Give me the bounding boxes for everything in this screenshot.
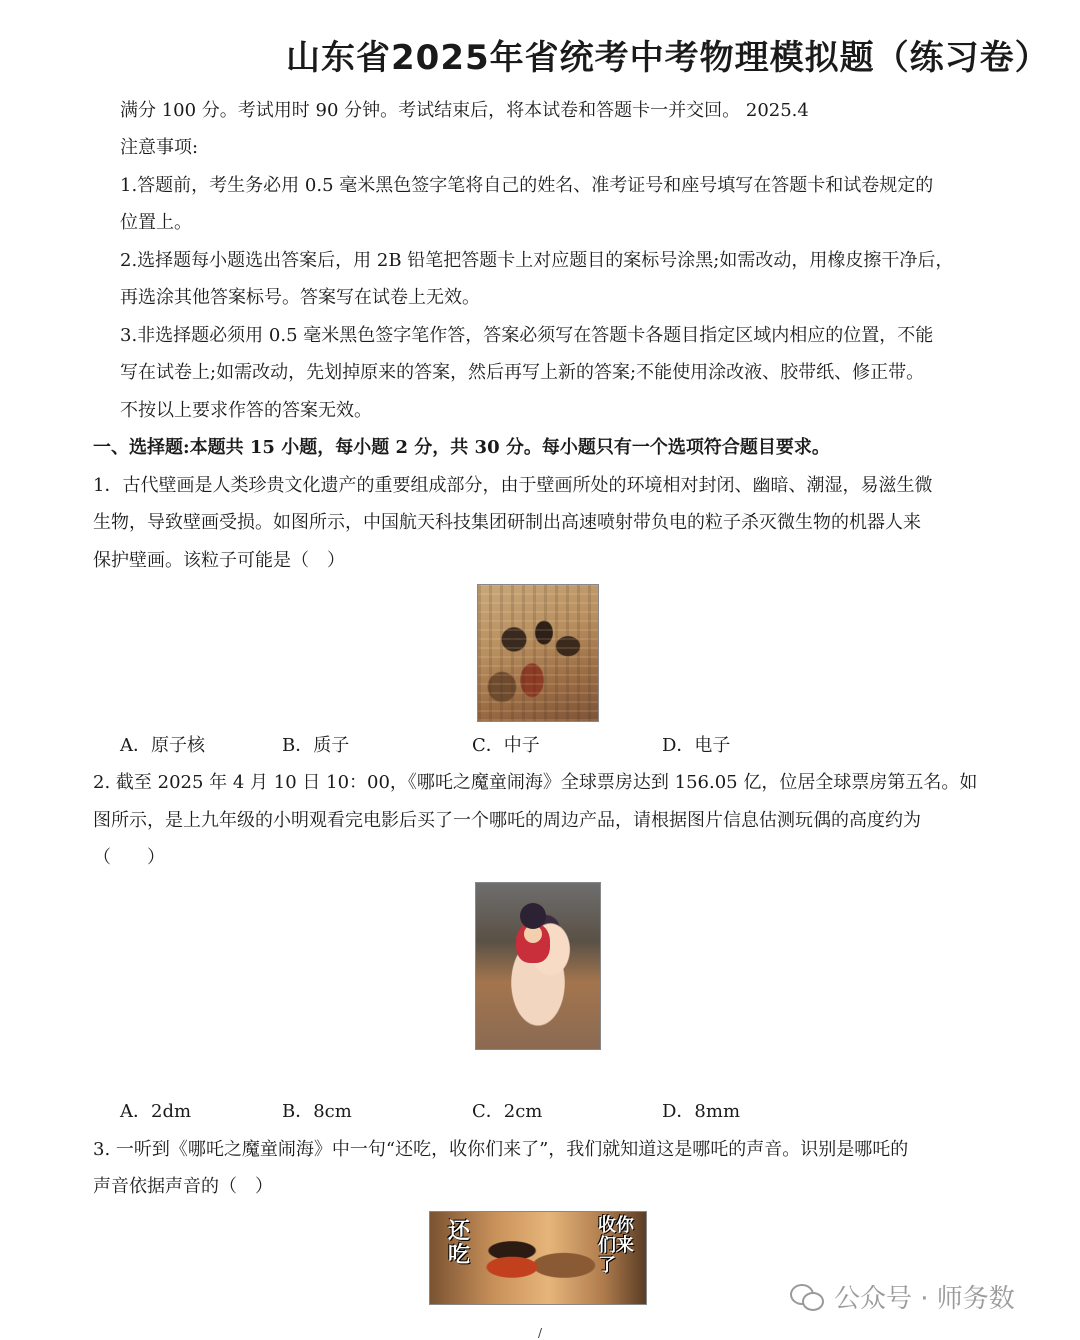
- question-2-line: 图所示，是上九年级的小明观看完电影后买了一个哪吒的周边产品，请根据图片信息估测玩偶的高度约为: [93, 810, 921, 831]
- notice-line: 3.非选择题必须用 0.5 毫米黑色签字笔作答，答案必须写在答题卡各题目指定区域内相应的位置，不能: [120, 325, 934, 346]
- option-a: A．原子核: [120, 735, 205, 756]
- watermark-text: 公众号 · 师务数: [834, 1284, 1015, 1314]
- option-d: D．8mm: [662, 1101, 741, 1122]
- notice-line: 位置上。: [120, 212, 192, 233]
- option-b: B．质子: [282, 735, 350, 756]
- notice-line: 1.答题前，考生务必用 0.5 毫米黑色签字笔将自己的姓名、准考证号和座号填写在答题卡和试卷规定的: [120, 175, 934, 196]
- wechat-icon: [790, 1282, 826, 1312]
- mural-image: [477, 584, 599, 722]
- option-d: D．电子: [662, 735, 731, 756]
- notice-line: 不按以上要求作答的答案无效。: [120, 400, 372, 421]
- option-b: B．8cm: [282, 1101, 352, 1122]
- option-c: C．中子: [472, 735, 540, 756]
- option-a: A．2dm: [120, 1101, 192, 1122]
- toy-image: [475, 882, 601, 1050]
- question-2-line: （ ）: [93, 847, 165, 868]
- question-3-line: 声音依据声音的（ ）: [93, 1176, 273, 1197]
- watermark: [790, 1278, 1015, 1315]
- question-1-line: 保护壁画。该粒子可能是（ ）: [93, 550, 345, 571]
- page-mark: /: [538, 1326, 543, 1340]
- notice-line: 再选涂其他答案标号。答案写在试卷上无效。: [120, 287, 480, 308]
- notice-line: 2.选择题每小题选出答案后，用 2B 铅笔把答题卡上对应题目的案标号涂黑;如需改动，用橡皮擦干净后，: [120, 250, 954, 271]
- section-heading: 一、选择题:本题共 15 小题，每小题 2 分，共 30 分。每小题只有一个选项符合题目要求。: [93, 437, 830, 458]
- exam-info: 满分 100 分。考试用时 90 分钟。考试结束后，将本试卷和答题卡一并交回。 2025.4: [120, 100, 809, 121]
- notice-line: 写在试卷上;如需改动，先划掉原来的答案，然后再写上新的答案;不能使用涂改液、胶带纸、修正带。: [120, 362, 925, 383]
- notice-label: 注意事项:: [120, 137, 199, 158]
- question-1-line: 生物，导致壁画受损。如图所示，中国航天科技集团研制出高速喷射带负电的粒子杀灭微生物的机器人来: [93, 512, 921, 533]
- film-caption-left: 还吃: [448, 1219, 471, 1268]
- question-1-line: 1．古代壁画是人类珍贵文化遗产的重要组成部分，由于壁画所处的环境相对封闭、幽暗、潮湿，易滋生微: [93, 475, 933, 496]
- film-still-image: [429, 1211, 647, 1305]
- question-2-line: 2. 截至 2025 年 4 月 10 日 10：00，《哪吒之魔童闹海》全球票房达到 156.05 亿，位居全球票房第五名。如: [93, 772, 978, 793]
- film-caption-right: 收你们来了: [598, 1215, 634, 1276]
- option-c: C．2cm: [472, 1101, 543, 1122]
- page-title: 山东省2025年省统考中考物理模拟题（练习卷）: [286, 38, 1050, 78]
- question-3-line: 3. 一听到《哪吒之魔童闹海》中一句“还吃，收你们来了”，我们就知道这是哪吒的声音。识别是哪吒的: [93, 1139, 909, 1160]
